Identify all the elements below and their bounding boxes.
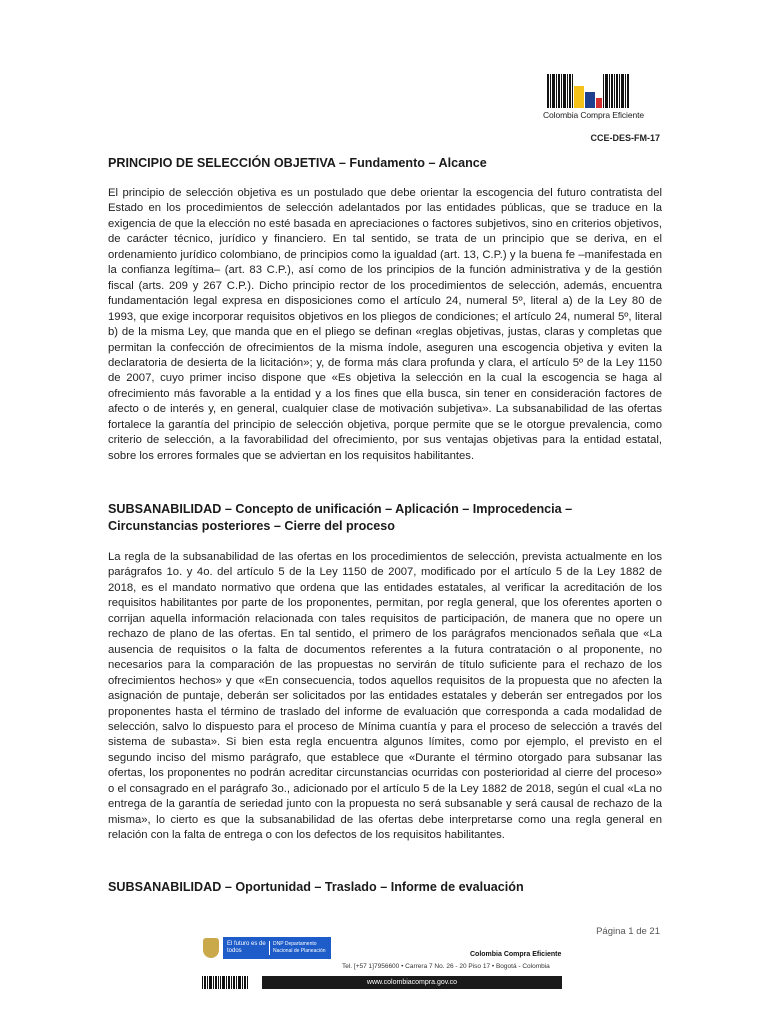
section-paragraph: La regla de la subsanabilidad de las ofertas en los procedimientos de selección, prevista actualmente en los parágrafos 1o. y 4o. del artículo 5 de la Ley 1150 de 2007, modificado por el artículo 5 de la Ley 1882 de 2018, es el mandato normativo que ordena que las entidades estatales, al verificar la acreditación de los requisitos habilitantes por parte de los proponentes, permitan, por regla general, que los oferentes aporten o corrijan aquella información relacionada con tales requisitos de participación, de manera que no opere un rechazo de plano de las ofertas. En tal sentido, el primero de los parágrafos mencionados señala que «La ausencia de requisitos o la falta de documentos referentes a la futura contratación o al proponente, no necesarios para la comparación de las propuestas no servirán de título suficiente para el rechazo de los ofrecimientos hechos» y que «En consecuencia, todos aquellos requisitos de la propuesta que no afecten la asignación de puntaje, deberán ser solicitados por las entidades estatales y deberán ser entregados por los proponentes hasta el término de traslado del informe de evaluación que corresponda a cada modalidad de selección, salvo lo dispuesto para el proceso de Mínima cuantía y para el proceso de selección a través del sistema de subasta». Si bien esta regla encuentra algunos límites, como por ejemplo, el previsto en el segundo inciso del mismo parágrafo, que establece que «Durante el término otorgado para subsanar las ofertas, los proponentes no podrán acreditar circunstancias ocurridas con posterioridad al cierre del proceso» o el consagrado en el parágrafo 3o., adicionado por el artículo 5 de la Ley 1882 de 2018, según el cual «La no entrega de la garantía de seriedad junto con la propuesta no será subsanable y será causal de rechazo de la misma», lo cierto es que la subsanabilidad de las ofertas debe interpretarse como una regla general en relación con la falta de entrega o con los defectos de los requisitos habilitantes.: [108, 551, 662, 842]
gov-slogan: El futuro es de todos: [227, 941, 266, 954]
footer-barcode-icon: [202, 976, 249, 989]
page-number: Página 1 de 21: [596, 926, 660, 937]
dnp-label: DNP Departamento Nacional de Planeación: [269, 941, 329, 955]
section-paragraph: El principio de selección objetiva es un postulado que debe orientar la escogencia del futuro contratista del Estado en los procedimientos de selección adelantados por las entidades públicas, que se traduce en la exigencia de que la elección no esté basada en apreciaciones o factores subjetivos, sino en criterios objetivos, de carácter técnico, jurídico y financiero. En tal sentido, se trata de un principio que se deriva, en el ordenamiento jurídico colombiano, de principios como la igualdad (art. 13, C.P.) y la buena fe –manifestada en la confianza legítima– (art. 83 C.P.), así como de los principios de la función administrativa y de la gestión fiscal (arts. 209 y 267 C.P.). Dicho principio rector de los procedimientos de selección, además, encuentra fundamentación legal expresa en disposiciones como el artículo 24, numeral 5º, literal a) de la Ley 80 de 1993, que exige incorporar requisitos objetivos en los pliegos de condiciones; el artículo 24, numeral 5º, literal b) de la misma Ley, que manda que en el pliego se definan «reglas objetivas, justas, claras y completas que permitan la confección de ofrecimientos de la misma índole, aseguren una escogencia objetiva y eviten la declaratoria de desierta de la licitación»; y, de forma más clara profunda y clara, el artículo 5º de la Ley 1150 de 2007, cuyo primer inciso dispone que «Es objetiva la selección en la cual la escogencia se haga al ofrecimiento más favorable a la entidad y a los fines que ella busca, sin tener en consideración factores de afecto o de interés y, en general, cualquier clase de motivación subjetiva». La subsanabilidad de las ofertas fortalece la garantía del principio de selección objetiva, porque permite que se le otorgue prevalencia, como criterio de selección, a la favorabilidad del ofrecimiento, por sus ventajas objetivas para la entidad estatal, sobre los errores formales que se adviertan en los requisitos habilitantes.: [108, 187, 662, 462]
document-code: CCE-DES-FM-17: [590, 133, 660, 143]
section-heading: SUBSANABILIDAD – Oportunidad – Traslado – Informe de evaluación: [108, 880, 524, 894]
section-heading: SUBSANABILIDAD – Concepto de unificación – Aplicación – Improcedencia – Circunstancias posteriores – Cierre del proceso: [108, 502, 573, 533]
coat-of-arms-icon: [203, 938, 219, 958]
colombia-compra-logo: [543, 72, 661, 120]
section-heading: PRINCIPIO DE SELECCIÓN OBJETIVA – Fundamento – Alcance: [108, 156, 487, 170]
footer-contact: Tel. [+57 1]7956600 • Carrera 7 No. 26 - 20 Piso 17 • Bogotá - Colombia: [342, 963, 550, 970]
footer-brand: Colombia Compra Eficiente: [470, 951, 562, 958]
government-logo: [203, 937, 331, 959]
website-link[interactable]: www.colombiacompra.gov.co: [262, 976, 562, 989]
logo-text: Colombia Compra Eficiente: [543, 110, 644, 120]
barcode-logo-icon: [547, 72, 661, 108]
